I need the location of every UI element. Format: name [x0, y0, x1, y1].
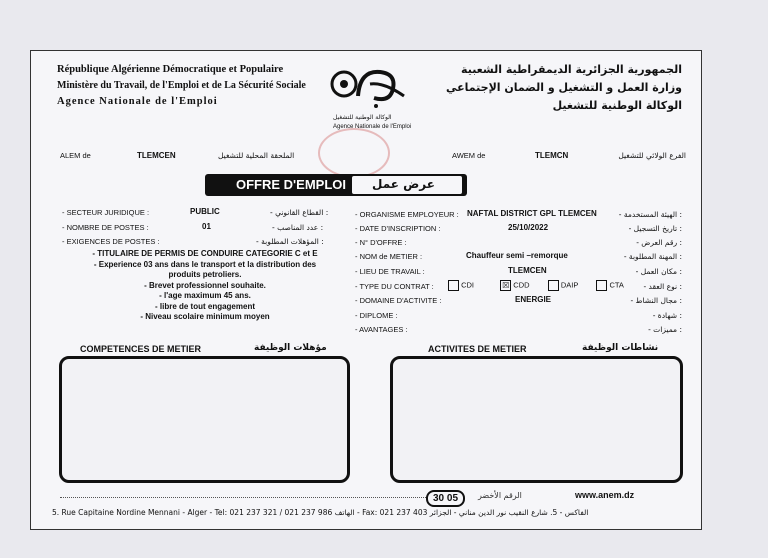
competences-box[interactable]	[59, 356, 350, 483]
requirement-line: produits petroliers.	[168, 270, 242, 279]
advantages-ar: - مميزات :	[648, 325, 682, 334]
footer-address: 5. Rue Capitaine Nordine Mennani - Alger - Tel: 021 237 321 / 021 237 986 الهاتف - Fax: 021 237 403 الفاكس - 5. شارع النقيب نور الدين مناني - الجزائر	[52, 508, 589, 517]
footer-divider-left	[60, 497, 426, 498]
header-fr-line3: Agence Nationale de l'Emploi	[57, 96, 218, 107]
posts-label: - NOMBRE DE POSTES :	[62, 223, 149, 232]
requirement-line: - TITULAIRE DE PERMIS DE CONDUIRE CATEGORIE C et E	[92, 249, 318, 258]
header-fr-line1: République Algérienne Démocratique et Populaire	[57, 64, 284, 75]
job-ar: - المهنة المطلوبة :	[623, 252, 682, 261]
sector-label: - SECTEUR JURIDIQUE :	[62, 208, 150, 217]
job-label: - NOM de METIER :	[355, 252, 423, 261]
awem-ar: الفرع الولائي للتشغيل	[618, 151, 686, 160]
diploma-label: - DIPLOME :	[355, 311, 398, 320]
contract-label: - TYPE DU CONTRAT :	[355, 282, 434, 291]
posts-ar: - عدد المناصب :	[272, 223, 324, 232]
requirement-line: - libre de tout engagement	[154, 301, 255, 311]
domain-value: ENERGIE	[515, 295, 552, 304]
title-ar: عرض عمل	[372, 177, 435, 191]
green-number-label-ar: الرقم الأخضر	[478, 491, 522, 500]
requirement-line: - Niveau scolaire minimum moyen	[140, 312, 270, 321]
awem-label: AWEM de	[452, 151, 486, 160]
place-label: - LIEU DE TRAVAIL :	[355, 267, 425, 276]
place-value: TLEMCEN	[508, 266, 547, 275]
requirements-list	[60, 249, 350, 323]
alem-value: TLEMCEN	[137, 151, 176, 160]
logo-caption-ar: الوكالة الوطنية للتشغيل	[333, 114, 392, 121]
requirement-line: - l'age maximum 45 ans.	[159, 291, 251, 300]
website: www.anem.dz	[575, 490, 635, 500]
header-ar-line3: الوكالة الوطنية للتشغيل	[552, 99, 682, 112]
competences-title: COMPETENCES DE METIER	[80, 344, 202, 354]
domain-ar: - مجال النشاط :	[630, 296, 682, 305]
domain-label: - DOMAINE D'ACTIVITE :	[355, 296, 442, 305]
employer-label: - ORGANISME EMPLOYEUR :	[355, 210, 459, 219]
employer-value: NAFTAL DISTRICT GPL TLEMCEN	[467, 209, 597, 218]
activites-title-ar: نشاطات الوظيفة	[582, 343, 659, 353]
activites-title: ACTIVITES DE METIER	[428, 344, 527, 354]
requirement-line: - Experience 03 ans dans le transport et la distribution des	[93, 259, 317, 269]
alem-ar: الملحقة المحلية للتشغيل	[218, 151, 295, 160]
contract-option-cdd: CDD	[513, 280, 530, 290]
sector-ar: - القطاع القانوني :	[270, 208, 329, 217]
employer-ar: - الهيئة المستخدمة :	[618, 210, 682, 219]
contract-option-daip: DAIP	[560, 280, 579, 290]
competences-title-ar: مؤهلات الوظيفة	[254, 343, 327, 353]
contract-checkbox-cdd[interactable]: ☒	[502, 281, 510, 290]
green-number: 30 05	[426, 490, 465, 507]
place-ar: - مكان العمل :	[635, 267, 682, 276]
contract-options	[448, 280, 624, 291]
logo-caption-fr: Agence Nationale de l'Emploi	[333, 124, 412, 130]
title-fr: OFFRE D'EMPLOI	[236, 177, 346, 192]
job-value: Chauffeur semi –remorque	[466, 251, 568, 260]
contract-option-cdi: CDI	[461, 280, 475, 290]
activites-box[interactable]	[390, 356, 683, 483]
posts-value: 01	[202, 222, 211, 231]
contract-ar: - نوع العقد :	[643, 282, 682, 291]
contract-checkbox-daip[interactable]	[548, 280, 559, 291]
date-value: 25/10/2022	[508, 223, 549, 232]
offer-no-label: - N° D'OFFRE :	[355, 238, 407, 247]
requirements-ar: - المؤهلات المطلوبة :	[256, 237, 324, 246]
header-ar-line1: الجمهورية الجزائرية الديمقراطية الشعبية	[461, 63, 682, 76]
requirement-line: - Brevet professionnel souhaite.	[144, 280, 266, 290]
contract-checkbox-cta[interactable]	[596, 280, 607, 291]
date-ar: - تاريخ التسجيل :	[628, 224, 682, 233]
header-fr-line2: Ministère du Travail, de l'Emploi et de La Sécurité Sociale	[57, 80, 306, 91]
contract-checkbox-cdi[interactable]	[448, 280, 459, 291]
diploma-ar: - شهادة :	[652, 311, 682, 320]
header-ar-line2: وزارة العمل و التشغيل و الضمان الإجتماعي	[446, 81, 682, 94]
date-label: - DATE D'INSCRIPTION :	[355, 224, 441, 233]
contract-option-cta: CTA	[609, 280, 624, 290]
offer-no-ar: - رقم العرض :	[636, 238, 682, 247]
alem-label: ALEM de	[60, 151, 91, 160]
anem-logo-icon	[330, 62, 410, 112]
awem-value: TLEMCN	[535, 151, 569, 160]
requirements-label: - EXIGENCES DE POSTES :	[62, 237, 160, 246]
sector-value: PUBLIC	[190, 207, 220, 216]
stamp-icon	[318, 128, 390, 178]
advantages-label: - AVANTAGES :	[355, 325, 408, 334]
